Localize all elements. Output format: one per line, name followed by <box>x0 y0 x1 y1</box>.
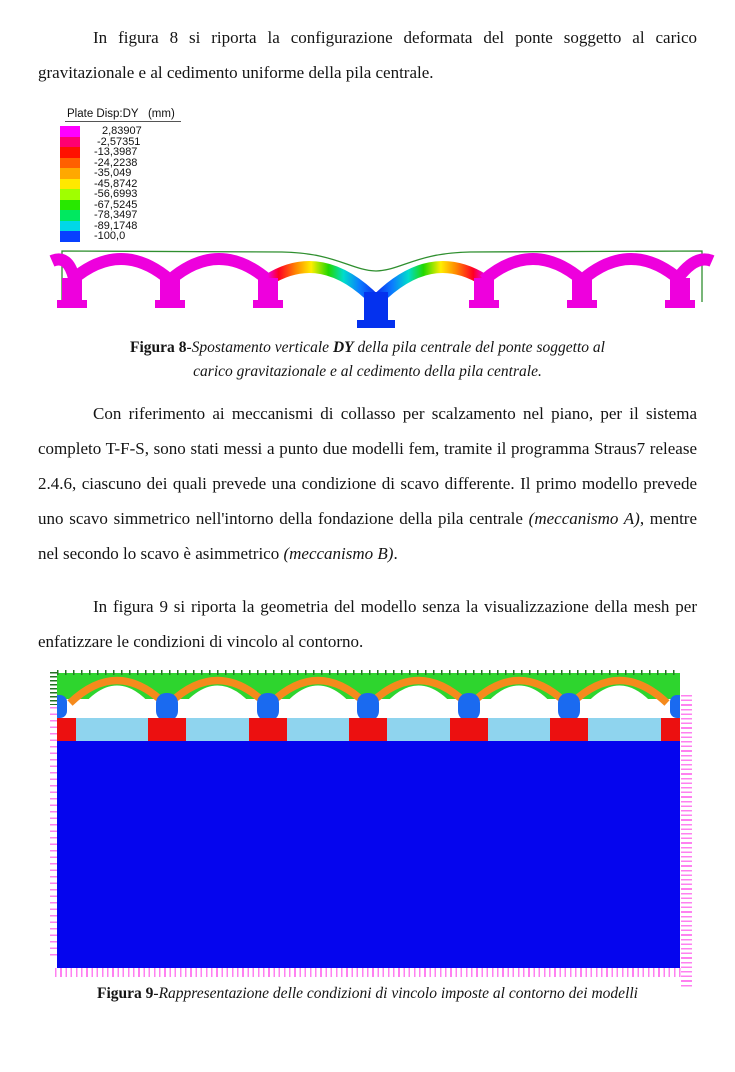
soil-domain <box>57 741 680 968</box>
legend-entry <box>60 221 697 232</box>
legend-color-swatch <box>60 189 80 200</box>
legend-color-swatch <box>60 168 80 179</box>
paragraph-figura9-intro: In figura 9 si riporta la geometria del modello senza la visualizzazione della mesh per enfatizzare le condizioni di vincolo al contorno. <box>38 596 697 651</box>
legend-entry <box>60 231 697 242</box>
right-constraint-ticks <box>681 695 692 987</box>
bottom-constraint-ticks <box>55 968 682 977</box>
legend-color-swatch <box>60 158 80 169</box>
legend-value: -35,049 <box>94 167 132 179</box>
figure9-caption-label: Figura 9 <box>97 984 154 1002</box>
legend-entry <box>60 168 697 179</box>
legend-color-swatch <box>60 147 80 158</box>
legend-value: -78,3497 <box>94 209 138 221</box>
legend-entry <box>60 210 697 221</box>
legend-value: -2,57351 <box>97 135 141 148</box>
figure8-caption-label: Figura 8 <box>130 338 187 356</box>
paragraph-figura8-intro: In figura 8 si riporta la configurazione deformata del ponte soggetto al carico gravitazionale e al cedimento uniforme della pila centrale. <box>38 28 697 82</box>
legend-color-swatch <box>60 221 80 232</box>
deformed-arch-right <box>376 267 484 301</box>
legend-value: -56,6993 <box>94 188 138 200</box>
meccanismo-a: (meccanismo A) <box>528 508 640 528</box>
legend-color-swatch <box>60 210 80 221</box>
figure8-bridge-contour-plot <box>44 244 720 330</box>
legend-value: -13,3987 <box>94 146 138 158</box>
legend-value: -67,5245 <box>94 198 138 211</box>
figure8-legend <box>60 104 697 242</box>
deformed-arch-left <box>268 267 376 301</box>
legend-title: Plate Disp:DY (mm) <box>65 108 181 122</box>
left-upper-constraint-ticks <box>50 672 57 705</box>
figure9-geometry <box>57 673 680 968</box>
legend-value: -89,1748 <box>94 219 138 232</box>
legend-entry <box>60 189 697 200</box>
legend-entry <box>60 158 697 169</box>
figure8-caption: Figura 8-Spostamento verticale DY della pila centrale del ponte soggetto al carico gravitazionale e al cedimento della pila centrale. <box>130 338 605 380</box>
legend-entry <box>60 179 697 190</box>
left-constraint-ticks <box>50 707 57 959</box>
legend-color-swatch <box>60 137 80 148</box>
top-constraint-ticks <box>57 670 680 675</box>
legend-entry <box>60 126 697 137</box>
legend-value: -45,8742 <box>94 177 138 190</box>
legend-color-scale <box>60 126 697 242</box>
legend-color-swatch <box>60 126 80 137</box>
paragraph-meccanismi: Con riferimento ai meccanismi di collasso per scalzamento nel piano, per il sistema completo T-F-S, sono stati messi a punto due modelli fem, tramite il programma Straus7 release 2.4.6, ciascuno dei quali prevede una condizione di scavo differente. Il primo modello prevede uno scavo simmetrico nell'intorno della fondazione della pila centrale (meccanismo A), mentre nel secondo lo scavo è asimmetrico (meccanismo B). <box>38 403 697 563</box>
settled-central-pier <box>364 292 388 320</box>
legend-value: -24,2238 <box>94 156 138 169</box>
foundation-blocks <box>57 718 680 741</box>
figure8 <box>38 104 697 330</box>
legend-entry <box>60 200 697 211</box>
legend-value: 2,83907 <box>102 125 142 137</box>
legend-color-swatch <box>60 200 80 211</box>
legend-color-swatch <box>60 231 80 242</box>
legend-color-swatch <box>60 179 80 190</box>
legend-value: -100,0 <box>94 230 126 242</box>
meccanismo-b: (meccanismo B) <box>283 543 394 563</box>
bridge-piers <box>57 278 695 328</box>
figure9-model-plot <box>57 673 680 968</box>
legend-entry <box>60 147 697 158</box>
caption-dy-symbol: DY <box>332 338 354 356</box>
legend-entry <box>60 137 697 148</box>
figure9-caption: Figura 9-Rappresentazione delle condizioni di vincolo imposte al contorno dei modelli <box>97 984 638 1002</box>
